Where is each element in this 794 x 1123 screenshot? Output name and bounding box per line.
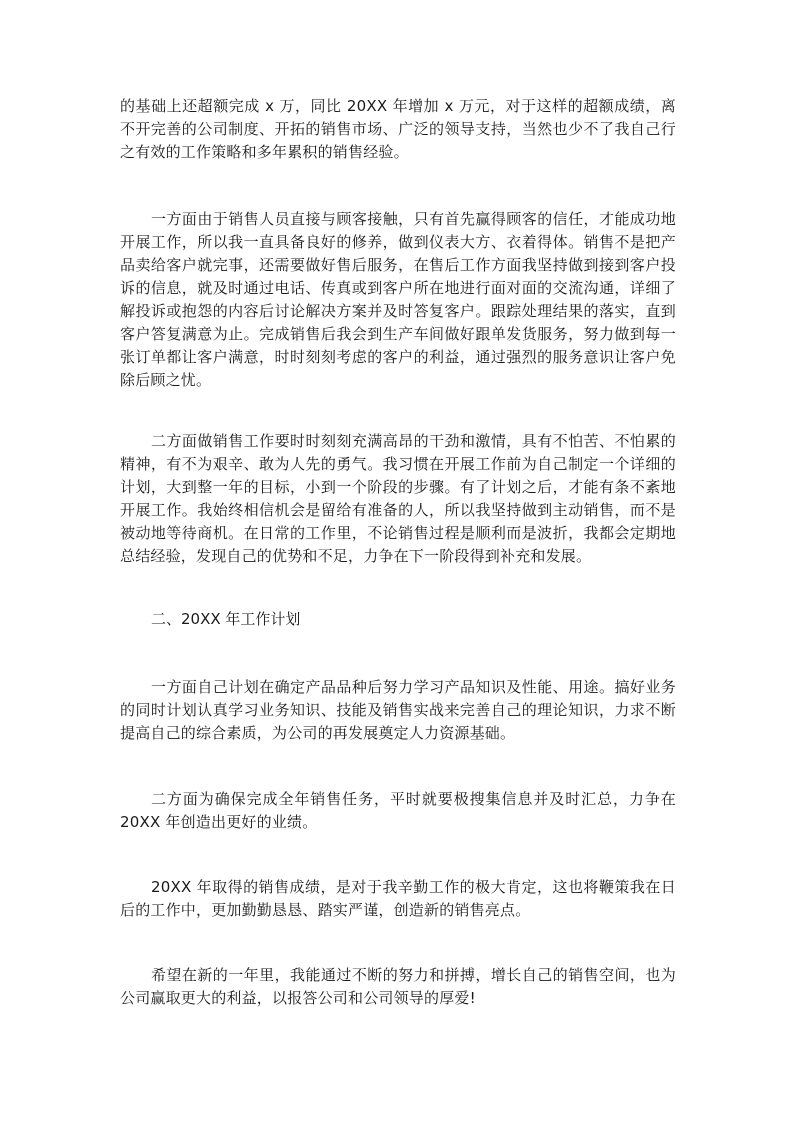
paragraph-plan-learning: 一方面自己计划在确定产品品种后努力学习产品知识及性能、用途。搞好业务的同时计划认真学习业务知识、技能及销售实战来完善自己的理论知识，力求不断提高自己的综合素质，为公司的再发展奠定人力资源基础。 bbox=[120, 678, 676, 742]
paragraph-closing-wish: 希望在新的一年里，我能通过不断的努力和拼搏，增长自己的销售空间，也为公司赢取更大的利益，以报答公司和公司领导的厚爱! bbox=[120, 966, 676, 1007]
paragraph-results-summary: 的基础上还超额完成 x 万，同比 20XX 年增加 x 万元，对于这样的超额成绩，离不开完善的公司制度、开拓的销售市场、广泛的领导支持，当然也少不了我自己行之有效的工作策略和多年累积的销售经验。 bbox=[120, 97, 676, 161]
paragraph-achievement-reflection: 20XX 年取得的销售成绩，是对于我辛勤工作的极大肯定，这也将鞭策我在日后的工作中，更加勤勤恳恳、踏实严谨，创造新的销售亮点。 bbox=[120, 878, 676, 919]
paragraph-work-attitude: 二方面做销售工作要时时刻刻充满高昂的干劲和激情，具有不怕苦、不怕累的精神，有不为艰辛、敢为人先的勇气。我习惯在开展工作前为自己制定一个详细的计划，大到整一年的目标，小到一个阶段的步骤。有了计划之后，才能有条不紊地开展工作。我始终相信机会是留给有准备的人，所以我坚持做到主动销售，而不是被动地等待商机。在日常的工作里，不论销售过程是顺利而是波折，我都会定期地总结经验，发现自己的优势和不足，力争在下一阶段得到补充和发展。 bbox=[120, 432, 676, 565]
paragraph-plan-sales-target: 二方面为确保完成全年销售任务，平时就要极搜集信息并及时汇总，力争在 20XX 年创造出更好的业绩。 bbox=[120, 790, 676, 831]
section-heading-work-plan: 二、20XX 年工作计划 bbox=[151, 610, 301, 628]
paragraph-customer-service: 一方面由于销售人员直接与顾客接触，只有首先赢得顾客的信任，才能成功地开展工作，所以我一直具备良好的修养，做到仪表大方、衣着得体。销售不是把产品卖给客户就完事，还需要做好售后服务，在售后工作方面我坚持做到接到客户投诉的信息，就及时通过电话、传真或到客户所在地进行面对面的交流沟通，详细了解投诉或抱怨的内容后讨论解决方案并及时答复客户。跟踪处理结果的落实，直到客户答复满意为止。完成销售后我会到生产车间做好跟单发货服务，努力做到每一张订单都让客户满意，时时刻刻考虑的客户的利益，通过强烈的服务意识让客户免除后顾之忧。 bbox=[120, 210, 676, 389]
